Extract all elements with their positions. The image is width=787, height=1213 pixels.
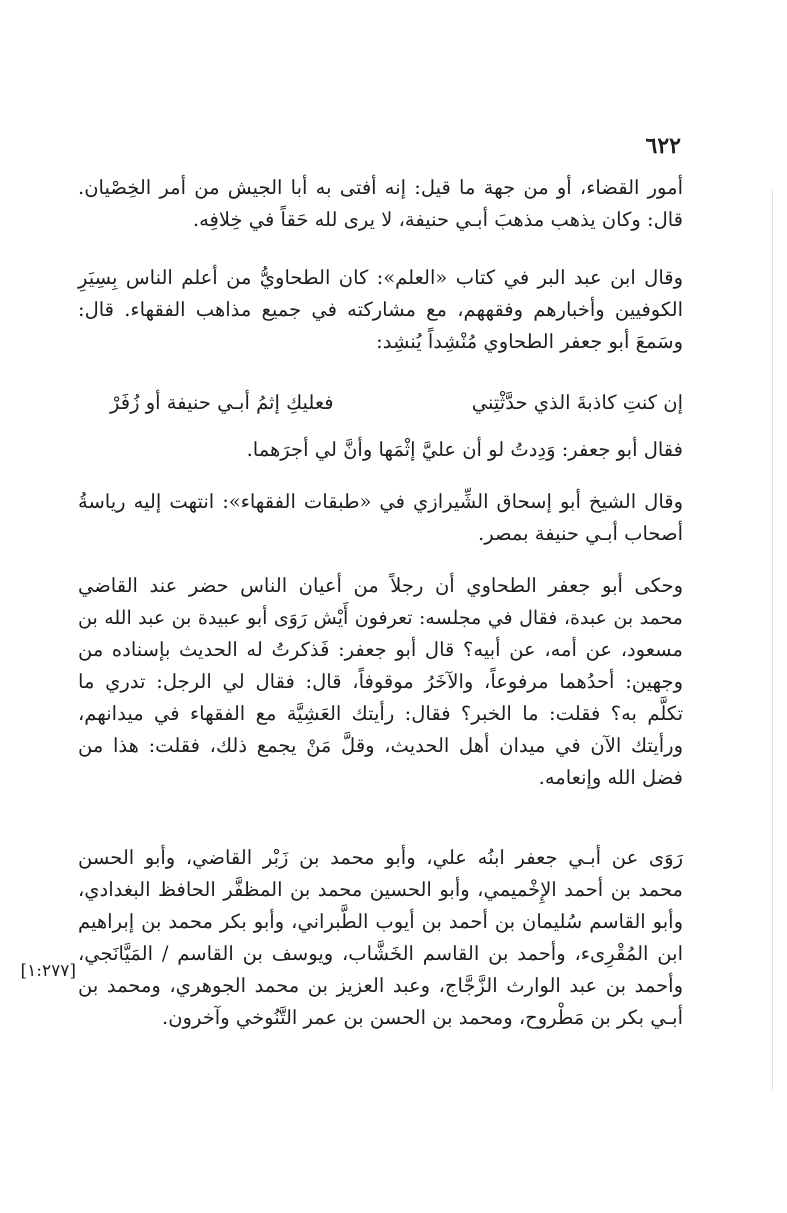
text-line: ابن المُقْرِىء، وأحمد بن القاسم الخَشَّاب، ويوسف بن القاسم / المَيَّانَجي، xyxy=(78,942,683,965)
text-line: وقال ابن عبد البر في كتاب «العلم»: كان الطحاويُّ من أعلم الناس بِسِيَرِ xyxy=(78,266,683,289)
text-line: مسعود، عن أمه، عن أبيه؟ قال أبو جعفر: فَذكرتُ له الحديث بإسناده من xyxy=(78,638,683,661)
text-line: أمور القضاء، أو من جهة ما قيل: إنه أفتى به أبا الجيش من أمر الخِصْيان. xyxy=(78,176,683,199)
text-line: قال: وكان يذهب مذهبَ أبـي حنيفة، لا يرى لله حَقاً في خِلافِه. xyxy=(192,208,683,231)
text-line: وجهين: أحدُهما مرفوعاً، والآخَرُ موقوفاً، قال: فقال لي الرجل: تدري ما xyxy=(78,670,683,693)
paragraph-narrators xyxy=(78,842,683,1034)
paragraph-ibn-abd-al-barr xyxy=(78,262,683,358)
text-line: أصحاب أبـي حنيفة بمصر. xyxy=(478,522,683,545)
page-number: ٦٢٢ xyxy=(645,133,681,159)
text-line: وأبو القاسم سُليمان بن أحمد بن أيوب الطَّبراني، وأبو بكر محمد بن إبراهيم xyxy=(78,910,683,933)
text-line: الكوفيين وأخبارهم وفقههم، مع مشاركته في جميع مذاهب الفقهاء. قال: xyxy=(78,298,683,321)
text-line: وسَمعَ أبو جعفر الطحاوي مُنْشِداً يُنشِد: xyxy=(376,330,683,353)
poetry-verse xyxy=(110,391,683,423)
paragraph-shirazi xyxy=(78,486,683,550)
text-line: وقال الشيخ أبو إسحاق الشِّيرازي في «طبقات الفقهاء»: انتهت إليه رياسةُ xyxy=(78,490,683,513)
page-edge-line xyxy=(772,190,773,1090)
text-line: رَوَى عن أبـي جعفر ابنُه علي، وأبو محمد بن زَبْر القاضي، وأبو الحسن xyxy=(78,846,683,869)
text-line: فضل الله وإنعامه. xyxy=(538,766,683,789)
paragraph-qada xyxy=(78,172,683,236)
text-line: محمد بن عبدة، فقال في مجلسه: تعرفون أَيْش رَوَى أبو عبيدة بن عبد الله بن xyxy=(78,607,683,629)
text-line: أبـي بكر بن مَطْروح، ومحمد بن الحسن بن عمر التَّنُوخي وآخرون. xyxy=(162,1006,683,1029)
verse-second-hemistich: فعليكِ إثمُ أبـي حنيفة أو زُفَرْ xyxy=(110,391,334,414)
paragraph-abu-jafar-reply xyxy=(78,434,683,466)
paragraph-anecdote xyxy=(78,570,683,794)
text-line: محمد بن أحمد الإِخْميمي، وأبو الحسين محمد بن المظفَّر الحافظ البغدادي، xyxy=(78,878,683,901)
margin-reference: [١:٢٧٧] xyxy=(20,961,76,981)
text-line: وحكى أبو جعفر الطحاوي أن رجلاً من أعيان الناس حضر عند القاضي xyxy=(78,574,683,597)
text-line: تكلَّم به؟ فقلت: ما الخبر؟ فقال: رأيتك العَشِيَّة مع الفقهاء في ميدانهم، xyxy=(78,702,683,725)
text-line: فقال أبو جعفر: وَدِدتُ لو أن عليَّ إثْمَها وأنَّ لي أجرَهما. xyxy=(246,438,683,461)
text-line: وأحمد بن عبد الوارث الزَّجَّاج، وعبد العزيز بن محمد الجوهري، ومحمد بن xyxy=(78,974,683,997)
verse-first-hemistich: إن كنتِ كاذبةَ الذي حدَّثْتِني xyxy=(471,391,683,414)
text-line: ورأيتك الآن في ميدان أهل الحديث، وقلَّ مَنْ يجمع ذلك، فقلت: هذا من xyxy=(78,734,683,757)
